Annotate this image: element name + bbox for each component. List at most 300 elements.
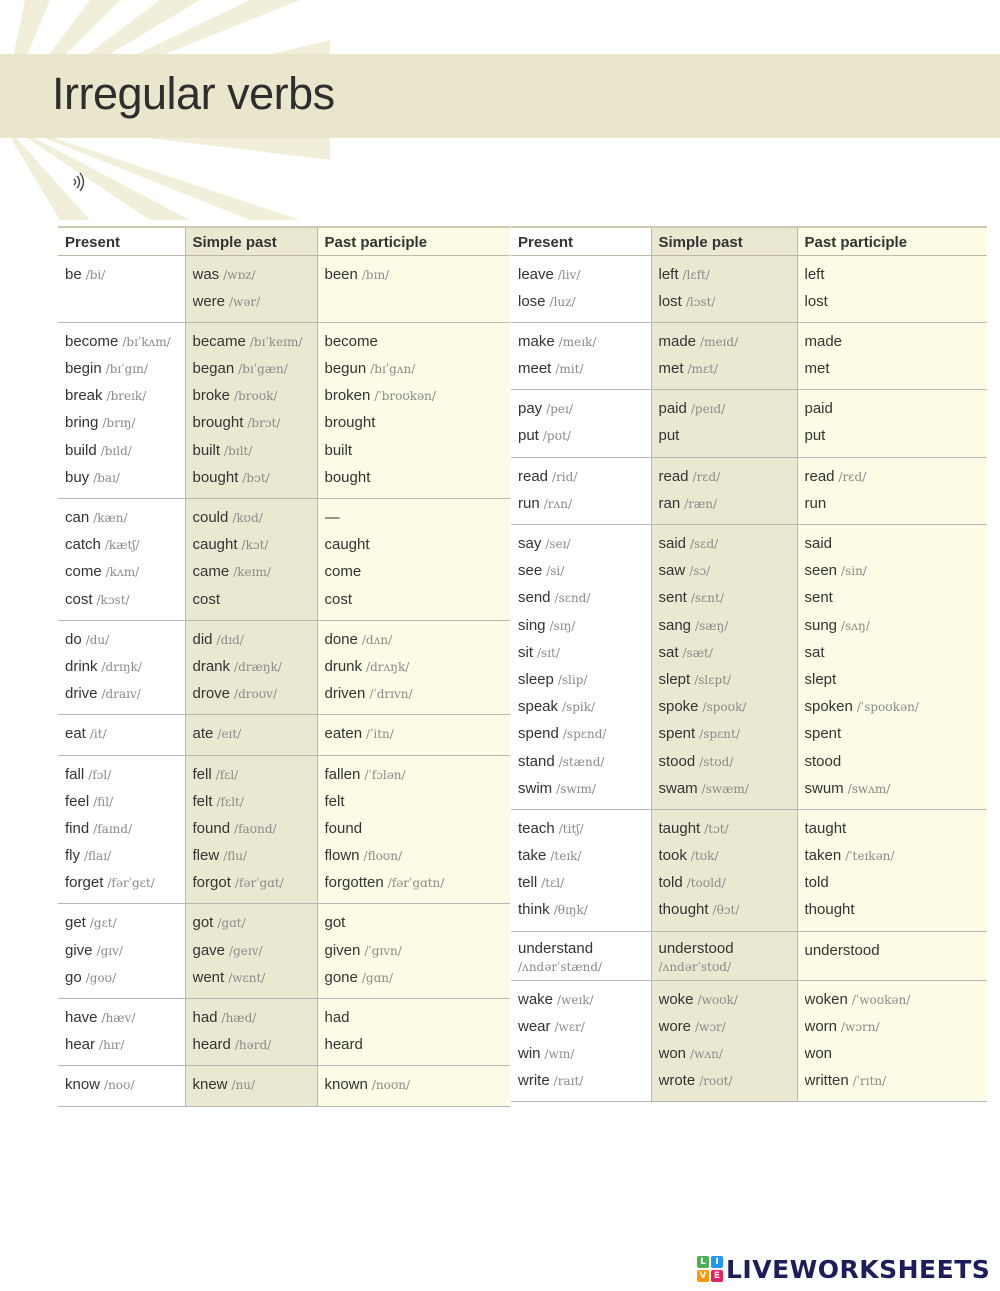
phonetic: /sɔ/ [689, 564, 711, 579]
verb-form: got [192, 914, 214, 932]
verb-form: swam [658, 779, 698, 797]
verb-form: wear [518, 1017, 551, 1035]
verb-form: could [192, 509, 229, 526]
simple-past-cell [651, 390, 797, 457]
verb-line [65, 467, 178, 494]
verb-line [65, 791, 178, 818]
header-present: Present [511, 227, 651, 255]
verb-line [659, 264, 790, 291]
phonetic: /wɒz/ [223, 267, 256, 282]
verb-form: ate [192, 725, 214, 743]
verb-line [193, 561, 310, 588]
past-participle-cell [797, 390, 987, 457]
verb-form: broke [192, 387, 231, 405]
verb-form: cost [324, 590, 353, 608]
phonetic: /seɪ/ [545, 537, 571, 551]
verb-line [65, 818, 178, 845]
phonetic: /ˈbroʊkən/ [374, 389, 436, 404]
verb-line [65, 683, 178, 710]
verb-line [805, 899, 981, 926]
phonetic: /sɛd/ [690, 537, 719, 551]
phonetic: /ˈitn/ [366, 727, 394, 742]
phonetic: /sɛnd/ [554, 591, 591, 606]
verb-form: bought [192, 468, 239, 486]
verb-form: sit [518, 643, 533, 661]
verb-form: saw [658, 562, 686, 580]
verb-form: teach [518, 819, 555, 837]
verb-form: sent [658, 589, 687, 607]
verb-form: break [65, 387, 103, 405]
phonetic: /hæd/ [221, 1011, 257, 1025]
verb-form: go [65, 968, 82, 986]
verb-line [325, 264, 504, 291]
verb-line [659, 560, 790, 587]
phonetic: /drʌŋk/ [366, 659, 410, 674]
verb-line [518, 1016, 644, 1043]
past-participle-cell [797, 457, 987, 524]
verb-form: drink [65, 657, 98, 675]
verb-form: tell [518, 874, 538, 892]
verb-line [518, 899, 644, 926]
verb-form: sang [658, 616, 692, 634]
logo-mark-letter: E [711, 1270, 723, 1282]
verb-form: had [324, 1009, 350, 1026]
phonetic: /liv/ [557, 267, 581, 282]
verb-form: put [518, 427, 539, 445]
verb-form: heard [192, 1036, 231, 1054]
verb-line [805, 560, 981, 587]
verb-line [193, 385, 310, 412]
phonetic: /bɪˈkʌm/ [122, 334, 171, 349]
verb-line [193, 683, 310, 710]
phonetic: /gɪv/ [96, 943, 123, 958]
verb-form: see [518, 562, 543, 580]
simple-past-cell [185, 999, 317, 1066]
verb-form: became [192, 332, 246, 350]
past-participle-cell [797, 525, 987, 810]
phonetic: /bɪld/ [100, 443, 132, 458]
verb-line [193, 291, 310, 318]
phonetic: /rɛd/ [838, 469, 867, 484]
present-cell [511, 525, 651, 810]
verb-form: taken [804, 847, 842, 865]
verb-line [65, 967, 178, 994]
phonetic: /stænd/ [558, 754, 605, 769]
verb-line [805, 872, 981, 899]
phonetic: /ˈspoʊkən/ [856, 700, 919, 715]
logo-mark-letter: V [697, 1270, 709, 1282]
logo-text: LIVEWORKSHEETS [726, 1254, 991, 1284]
verb-form: can [65, 509, 90, 526]
phonetic: /lɛft/ [682, 267, 710, 282]
phonetic: /tɔt/ [704, 821, 729, 836]
past-participle-cell [797, 931, 987, 980]
present-cell [58, 499, 185, 621]
phonetic: /sʌŋ/ [841, 618, 870, 633]
verb-line [193, 331, 310, 358]
verb-form: eaten [324, 725, 363, 743]
verb-line [325, 561, 504, 588]
header-present: Present [58, 227, 185, 255]
phonetic: /draɪv/ [101, 687, 141, 702]
verb-line [518, 398, 644, 425]
verb-line [325, 967, 504, 994]
verb-group-row [511, 457, 987, 524]
verb-form: flew [192, 847, 220, 865]
phonetic: /sæt/ [682, 645, 713, 660]
verb-line [325, 358, 504, 385]
verb-form: sleep [518, 670, 554, 688]
verb-form: ran [658, 494, 681, 512]
phonetic: /sɛnt/ [690, 591, 724, 606]
past-participle-cell [317, 255, 510, 322]
phonetic: /rɛd/ [692, 469, 721, 484]
verb-line [193, 1034, 310, 1061]
phonetic: /peɪd/ [690, 402, 726, 417]
phonetic: /bɪˈgæn/ [238, 362, 288, 377]
phonetic: /meɪk/ [558, 334, 597, 349]
verb-form: written [804, 1072, 849, 1090]
phonetic: /eɪt/ [217, 727, 242, 742]
verb-line [193, 845, 310, 872]
verb-form: worn [804, 1017, 838, 1035]
verb-line [659, 818, 790, 845]
verb-group-row [511, 980, 987, 1102]
phonetic: /kæn/ [93, 511, 128, 525]
verb-form: known [324, 1076, 368, 1094]
phonetic: /wɪn/ [544, 1047, 575, 1061]
present-cell [58, 755, 185, 904]
phonetic: /gɛt/ [89, 916, 117, 931]
verb-line [325, 764, 504, 791]
simple-past-cell [651, 931, 797, 980]
verb-form: win [518, 1045, 541, 1062]
present-cell [58, 322, 185, 498]
verb-line [325, 1007, 504, 1034]
verb-line [325, 1034, 504, 1061]
verb-form: understood [804, 941, 880, 959]
phonetic: /flu/ [223, 849, 248, 864]
simple-past-cell [651, 255, 797, 322]
verb-line [325, 507, 504, 534]
verb-form: slept [658, 670, 691, 688]
phonetic: /swɪm/ [556, 781, 596, 796]
past-participle-cell [317, 999, 510, 1066]
audio-icon[interactable] [70, 170, 88, 194]
phonetic: /rʌn/ [543, 496, 573, 511]
verb-form: wore [658, 1017, 692, 1035]
phonetic: /faɪnd/ [93, 821, 133, 836]
header-row [58, 227, 510, 255]
verb-line [805, 533, 981, 560]
verb-line [518, 425, 644, 452]
verb-line [805, 615, 981, 642]
verb-form: brought [192, 414, 244, 432]
phonetic: /dɪd/ [216, 632, 244, 647]
phonetic: /flaɪ/ [84, 849, 112, 864]
verb-form: send [518, 589, 551, 607]
verb-line [65, 589, 178, 616]
verb-form: stood [658, 752, 696, 770]
phonetic: /bi/ [85, 267, 106, 282]
phonetic: /lɔst/ [685, 294, 716, 309]
verb-form: went [192, 968, 225, 986]
verb-line [65, 656, 178, 683]
verb-line [805, 751, 981, 778]
verb-line [193, 1007, 310, 1034]
verb-line [65, 561, 178, 588]
phonetic: /fərˈgɑt/ [234, 876, 284, 891]
verb-line [193, 440, 310, 467]
phonetic: /spɛnd/ [562, 727, 607, 742]
verb-form: fallen [324, 765, 361, 783]
verb-line [518, 696, 644, 723]
verb-form: caught [192, 536, 238, 554]
verb-form: read [518, 467, 549, 485]
phonetic: /teɪk/ [550, 849, 582, 864]
verb-line [659, 751, 790, 778]
verb-form: sung [804, 616, 838, 634]
verb-line [659, 291, 790, 318]
verb-form: wake [518, 990, 554, 1008]
phonetic: /ˈfɔlən/ [364, 767, 406, 782]
phonetic: /sin/ [841, 564, 867, 579]
phonetic: /si/ [546, 564, 565, 579]
phonetic: /sɪŋ/ [549, 618, 576, 633]
simple-past-cell [185, 322, 317, 498]
verb-table-left [58, 226, 510, 1107]
verb-line [65, 940, 178, 967]
verb-form: paid [804, 400, 833, 418]
phonetic: /ˈrɪtn/ [852, 1074, 887, 1089]
verb-line [193, 940, 310, 967]
verb-form: said [804, 535, 833, 552]
verb-line [65, 629, 178, 656]
phonetic: /bɪˈgɪn/ [105, 362, 148, 377]
verb-form: met [658, 360, 684, 378]
verb-line [518, 331, 644, 358]
phonetic: /tɛl/ [541, 876, 565, 891]
page-title: Irregular verbs [52, 68, 335, 119]
verb-line [518, 872, 644, 899]
verb-form: sing [518, 616, 546, 634]
simple-past-cell [651, 457, 797, 524]
verb-form: paid [658, 400, 687, 418]
phonetic: /woʊk/ [697, 992, 738, 1007]
phonetic: /kætʃ/ [104, 538, 140, 553]
header-row [511, 227, 987, 255]
verb-form: begin [65, 360, 102, 378]
verb-form: knew [192, 1076, 228, 1094]
verb-form: become [324, 332, 378, 350]
verb-line [518, 1043, 644, 1070]
present-cell [58, 255, 185, 322]
phonetic: /sɪt/ [537, 645, 560, 660]
present-cell [511, 931, 651, 980]
phonetic: /tʊk/ [690, 849, 719, 864]
phonetic: /wɛr/ [554, 1019, 585, 1034]
phonetic: /fɛl/ [215, 767, 239, 782]
verb-line [805, 398, 981, 425]
verb-form: got [324, 914, 346, 932]
phonetic: /noʊ/ [104, 1078, 135, 1093]
verb-form: become [65, 332, 119, 350]
verb-form: bought [324, 468, 371, 486]
verb-form: woke [658, 990, 694, 1008]
verb-form: swum [804, 779, 844, 797]
verb-line [518, 845, 644, 872]
past-participle-cell [317, 755, 510, 904]
verb-form: be [65, 265, 82, 283]
verb-form: seen [804, 562, 838, 580]
verb-form: read [804, 467, 835, 485]
simple-past-cell [185, 499, 317, 621]
present-cell [58, 620, 185, 715]
simple-past-cell [651, 809, 797, 931]
phonetic: /peɪ/ [546, 402, 573, 417]
verb-form: say [518, 535, 542, 552]
verb-form: understood [658, 939, 734, 957]
logo-mark-icon [697, 1256, 723, 1282]
phonetic: /rid/ [552, 469, 578, 484]
verb-form: lose [518, 292, 546, 310]
present-cell [58, 999, 185, 1066]
verb-line [805, 696, 981, 723]
verb-line [805, 358, 981, 385]
verb-form: wrote [658, 1072, 696, 1090]
verb-line [325, 912, 504, 939]
verb-form: find [65, 819, 90, 837]
verb-form: lost [804, 292, 828, 310]
verb-form: cost [192, 590, 221, 608]
phonetic: /luz/ [549, 294, 576, 309]
verb-line [659, 642, 790, 669]
verb-line [805, 778, 981, 805]
verb-line [65, 385, 178, 412]
verb-form: drove [192, 685, 231, 703]
verb-form: read [658, 467, 689, 485]
verb-form: had [192, 1009, 218, 1026]
spacer [65, 291, 178, 318]
verb-line [805, 669, 981, 696]
verb-group-row [58, 1066, 510, 1106]
verb-line [325, 589, 504, 616]
verb-line [518, 466, 644, 493]
verb-line [325, 440, 504, 467]
verb-group-row [511, 809, 987, 931]
phonetic: /drɪŋk/ [101, 659, 142, 674]
verb-form: come [65, 563, 102, 581]
verb-line [518, 751, 644, 778]
verb-group-row [511, 255, 987, 322]
simple-past-cell [185, 255, 317, 322]
verb-line [65, 764, 178, 791]
phonetic: /slip/ [557, 672, 588, 687]
verb-line [325, 683, 504, 710]
past-participle-cell [797, 809, 987, 931]
present-cell [511, 322, 651, 389]
verb-line [193, 656, 310, 683]
verb-line [805, 940, 981, 967]
phonetic: /wər/ [229, 294, 261, 309]
verb-line [518, 940, 644, 976]
verb-line [65, 723, 178, 750]
verb-form: began [192, 360, 235, 378]
phonetic: /it/ [89, 727, 107, 742]
header-past-participle: Past participle [797, 227, 987, 255]
phonetic: /pʊt/ [542, 429, 571, 444]
verb-line [518, 818, 644, 845]
header-simple-past: Simple past [651, 227, 797, 255]
verb-line [518, 778, 644, 805]
simple-past-cell [651, 525, 797, 810]
phonetic: /sæŋ/ [695, 618, 729, 633]
verb-line [659, 358, 790, 385]
phonetic: /broʊk/ [234, 389, 278, 404]
verb-form: leave [518, 265, 554, 283]
phonetic: /dʌn/ [361, 632, 393, 647]
verb-form: put [804, 427, 826, 445]
verb-form: buy [65, 468, 90, 486]
verb-line [659, 587, 790, 614]
verb-line [518, 587, 644, 614]
verb-form: pay [518, 400, 543, 418]
verb-line [805, 818, 981, 845]
verb-form: stood [804, 752, 842, 770]
phonetic: /bɪˈkeɪm/ [249, 334, 303, 349]
verb-line [193, 872, 310, 899]
verb-line [65, 912, 178, 939]
verb-form: found [192, 819, 231, 837]
phonetic: /wʌn/ [690, 1047, 723, 1061]
verb-line [325, 656, 504, 683]
verb-form: won [658, 1045, 687, 1062]
verb-form: thought [658, 901, 709, 919]
verb-form: gave [192, 941, 226, 959]
present-cell [511, 255, 651, 322]
phonetic: /mɛt/ [687, 362, 719, 377]
phonetic: /spik/ [562, 700, 596, 715]
verb-line [193, 589, 310, 616]
phonetic: /bɪˈgʌn/ [370, 362, 416, 377]
verb-line [325, 872, 504, 899]
phonetic: /baɪ/ [93, 470, 120, 485]
verb-form: made [804, 332, 843, 350]
verb-line [805, 264, 981, 291]
verb-line [325, 791, 504, 818]
verb-line [805, 642, 981, 669]
phonetic: /raɪt/ [553, 1074, 584, 1089]
verb-group-row [58, 255, 510, 322]
verb-form: write [518, 1072, 550, 1090]
logo-mark-letter: L [697, 1256, 709, 1268]
verb-form: begun [324, 360, 367, 378]
verb-group-row [511, 390, 987, 457]
verb-form: cost [65, 590, 93, 608]
verb-line [65, 412, 178, 439]
verb-form: fell [192, 765, 212, 783]
verb-form: done [324, 630, 358, 648]
verb-line [518, 358, 644, 385]
phonetic: /kʊd/ [232, 511, 263, 525]
phonetic: /gɑn/ [361, 970, 394, 985]
verb-form: get [65, 914, 86, 932]
verb-line [325, 534, 504, 561]
phonetic: /fɔl/ [88, 767, 112, 782]
verb-line [193, 534, 310, 561]
verb-line [518, 723, 644, 750]
phonetic: /kɔst/ [96, 592, 130, 607]
